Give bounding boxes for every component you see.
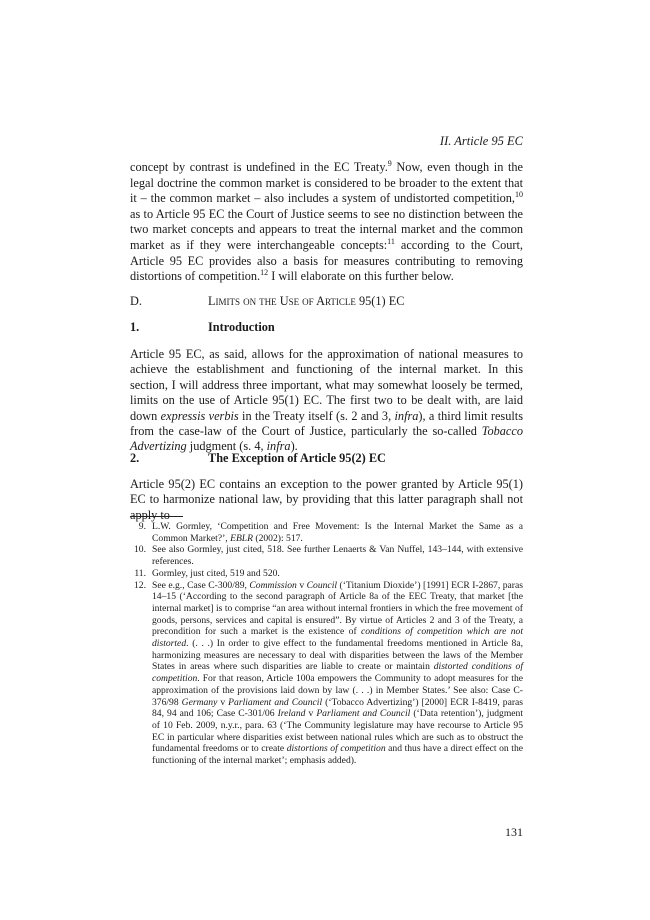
body-paragraph-3: Article 95(2) EC contains an exception to the power granted by Article 95(1) EC to harmonize national law, by providing that this latter paragraph shall not apply to — [130, 477, 523, 522]
text-run: (‘Titanium Dioxide’) [1991] ECR I-2867, paras 14–15 (‘According to the second paragraph of Article 8a of the EEC Treaty, that market [the internal market] is to comprise “an area without internal frontiers in which the free movement of goods, persons, services and capital is ensured”. By virtue of Articles 2 and 3 of the Treaty, a precondition for such a market is the existence of — [152, 579, 523, 638]
italic-run: distorted conditions of competition — [152, 661, 523, 685]
text-run: judgment (s. 4, — [186, 439, 267, 454]
text-run: (‘Tobacco Advertizing’) [2000] ECR I-8419, paras 84, 94 and 106; Case C-301/06 — [152, 696, 524, 720]
footnote-number: 11. — [134, 567, 146, 579]
subsection-title: Introduction — [208, 320, 275, 334]
text-run: See also Gormley, just cited, 518. See further Lenaerts & Van Nuffel, 143–144, with extensive references. — [152, 544, 523, 568]
footnote-ref-9[interactable]: 9 — [387, 158, 392, 168]
text-run: I will elaborate on this further below. — [268, 269, 454, 284]
section-number: D. — [130, 294, 142, 308]
text-run: ). — [290, 439, 298, 454]
footnote-ref-11[interactable]: 11 — [387, 236, 395, 246]
text-run: ), a third limit results from the case-law of the Court of Justice, particularly the so-called — [130, 408, 523, 439]
footnote-number: 12. — [134, 579, 146, 591]
body-paragraph-2 — [130, 347, 523, 455]
text-run: Now, even though in the legal doctrine the common market is considered to be broader to the extent that it – the common market – also includes a system of undistorted competition, — [130, 160, 524, 206]
text-run: concept by contrast is undefined in the EC Treaty. — [130, 160, 388, 174]
footnote-number: 9. — [138, 521, 146, 532]
page-number: 131 — [505, 825, 523, 839]
italic-run: Germany — [181, 696, 218, 708]
subsection-title: The Exception of Article 95(2) EC — [208, 451, 386, 465]
footnote-ref-10[interactable]: 10 — [515, 190, 523, 200]
footnote-9 — [130, 521, 523, 544]
italic-run: infra — [266, 439, 291, 454]
italic-run: infra — [394, 408, 419, 423]
text-run: as to Article 95 EC the Court of Justice seems to see no distinction between the two market concepts and appears to treat the internal market and the common market as if they were interchangeable concepts: — [130, 206, 523, 252]
text-run: Gormley, just cited, 519 and 520. — [152, 567, 280, 579]
text-run: Article 95 EC, as said, allows for the approximation of national measures to achieve the establishment and functioning of the internal market. In this section, I will address three important, what may somewhat loosely be termed, limits on the use of Article 95(1) EC. The first two to be dealt with, are laid down — [130, 347, 523, 423]
italic-run: conditions of competition which are not distorted — [152, 626, 523, 650]
italic-run: Council — [306, 579, 338, 591]
body-paragraph-1 — [130, 160, 523, 285]
text-run: L.W. Gormley, ‘Competition and Free Movement: Is the Internal Market the Same as a Common Market?’, — [152, 521, 523, 544]
footnote-number: 10. — [134, 544, 146, 556]
footnote-12 — [130, 580, 523, 767]
footnote-10 — [130, 544, 523, 567]
italic-run: Commission — [249, 579, 297, 591]
italic-run: EBLR — [230, 532, 253, 544]
italic-run: expressis verbis — [160, 408, 239, 423]
text-run: v — [296, 579, 307, 591]
text-run: (‘Data retention’), judgment of 10 Feb. 2009, n.y.r., para. 63 (‘The Community legislature may have recourse to Article 95 EC in particular where disparities exist between national rules which are such as to obstruct the fundamental freedoms or to create — [152, 708, 524, 755]
text-run: in the Treaty itself (s. 2 and 3, — [238, 408, 395, 423]
footnote-separator — [130, 516, 183, 517]
subsection-number: 1. — [130, 320, 140, 334]
footnotes — [130, 521, 523, 767]
text-run: (2002): 517. — [253, 532, 303, 544]
footnote-ref-12[interactable]: 12 — [260, 268, 269, 278]
italic-run: distortions of competition — [286, 743, 386, 755]
text-run: according to the Court, Article 95 EC provides also a basis for measures contributing to removing distortions of competition. — [130, 237, 523, 284]
italic-run: Parliament and Council — [316, 708, 411, 720]
text-run: . For that reason, Article 100a empowers the Community to adopt measures for the approximation of the provisions laid down by law (. . .) in Member States.’ See also: Case C-376/98 — [152, 673, 523, 708]
subsection-number: 2. — [130, 451, 140, 465]
text-run: v — [217, 696, 229, 708]
text-run: v — [305, 708, 317, 720]
footnote-11 — [130, 568, 523, 580]
section-title: Limits on the Use of Article 95(1) EC — [208, 294, 405, 308]
text-run: and thus have a direct effect on the functioning of the internal market’; emphasis added). — [152, 743, 523, 767]
text-run: . (. . .) In order to give effect to the fundamental freedoms mentioned in Article 8a, harmonizing measures are necessary to deal with disparities between the laws of the Member States in areas where such disparities are liable to create or maintain — [152, 638, 523, 673]
italic-run: Parliament and Council — [228, 696, 323, 708]
running-head: II. Article 95 EC — [439, 134, 523, 148]
text-run: See e.g., Case C-300/89, — [152, 579, 250, 591]
italic-run: Tobacco Advertizing — [130, 424, 523, 454]
italic-run: Ireland — [277, 708, 306, 720]
